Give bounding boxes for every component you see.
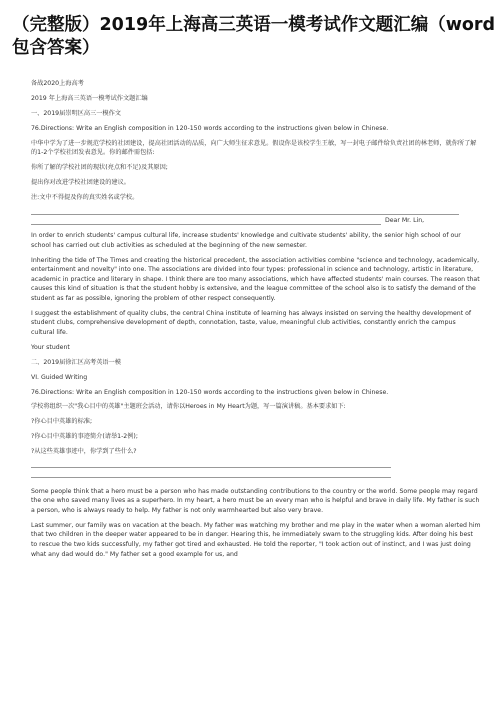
collection-heading: 2019 年上海高三英语一模考试作文题汇编 xyxy=(31,94,148,102)
exam-prep-line: 备战2020上海高考 xyxy=(31,80,84,87)
prompt-2: 学校将组织一次"我心目中的英雄"主题班会活动，请你以Heroes in My Heart为题，写一篇演讲稿。基本要求如下: xyxy=(31,403,346,411)
document-title: （完整版）2019年上海高三英语一模考试作文题汇编（word包含答案） xyxy=(12,15,496,58)
section-heading-xuhui: 二、2019届徐汇区高考英语一模 xyxy=(31,358,121,366)
prompt-1: 中华中学为了进一步规范学校的社团建设，提高社团活动的品质，向广大师生征求意见。假设你是该校学生王敏，写一封电子邮件给负责社团的林老师，就你所了解的1-2个学校社团发表意见。你的邮件需包括: xyxy=(31,139,477,157)
guided-writing-heading: VI. Guided Writing xyxy=(31,373,88,381)
answer-line xyxy=(31,467,391,468)
essay-1-paragraph-3: I suggest the establishment of quality clubs, the central China institute of learning has always insisted on serving the healthy development of student clubs, comprehensive development of depth, connotation, taste, value, meaningful club activities, constantly enrich the campus cultural life. xyxy=(31,309,472,336)
essay-2-paragraph-2: Last summer, our family was on vacation at the beach. My father was watching my brother and me play in the water when a woman alerted him that two children in the deeper water appeared to be in danger. Hearing this, he immediately swam to the struggling kids. After doing his best to rescue the two kids successfully, my father got tired and exhausted. He told the reporter, "I took action out of instinct, and I was just doing what any dad would do." My father set a good example for us, and xyxy=(31,521,481,558)
letter-salutation: Dear Mr. Lin, xyxy=(384,216,425,224)
requirement-1b: 提出你对改进学校社团建设的建议。 xyxy=(31,178,130,186)
essay-1-paragraph-1: In order to enrich students' campus cultural life, increase students' knowledge and cultivate students' ability, the senior high school of our school has carried out club activities as scheduled at the beginning of the new semester. xyxy=(31,232,461,249)
answer-line xyxy=(31,477,391,478)
requirement-2b: ?你心目中英雄的事迹简介(请举1-2例); xyxy=(31,433,138,441)
letter-signoff: Your student xyxy=(31,343,70,351)
section-heading-chongming: 一、2019届崇明区高三一模作文 xyxy=(31,109,121,117)
essay-2-paragraph-1: Some people think that a hero must be a person who has made outstanding contributions to the country or the world. Some people may regard the one who saved many lives as a superhero. In my heart, a hero must be an every man who is helpful and brave in daily life. My father is such a person, who is always ready to help. My father is not only warmhearted but also very brave. xyxy=(31,487,480,514)
document-body xyxy=(31,79,481,564)
requirement-2c: ?从这些英雄事迹中，你学到了些什么? xyxy=(31,448,137,456)
directions-2: 76.Directions: Write an English composition in 120-150 words according to the instructions given below in Chinese. xyxy=(31,388,389,396)
requirement-2a: ?你心目中英雄的标准; xyxy=(31,418,93,426)
requirement-1a: 你所了解的学校社团的现状(亮点和不足)及其原因; xyxy=(31,164,168,172)
essay-1-paragraph-2: Inheriting the tide of The Times and creating the historical precedent, the association activities combine "science and technology, academically, entertainment and novelty" into one. The associations are divided into four types: professional in science and technology, artistic in literature, academic in practice and literary in shape. I think there are too many associations, which have affected students' main courses. The reason that causes this kind of situation is that the student hobby is extensive, and the league committee of the school also is to satisfy the demand of the student as far as possible, ignoring the problem of other respect consequently. xyxy=(31,256,480,302)
directions-1: 76.Directions: Write an English composition in 120-150 words according to the instructions given below in Chinese. xyxy=(31,124,389,132)
note-1: 注:文中不得提及你的真实姓名或学校。 xyxy=(31,193,139,201)
answer-line xyxy=(31,224,381,225)
